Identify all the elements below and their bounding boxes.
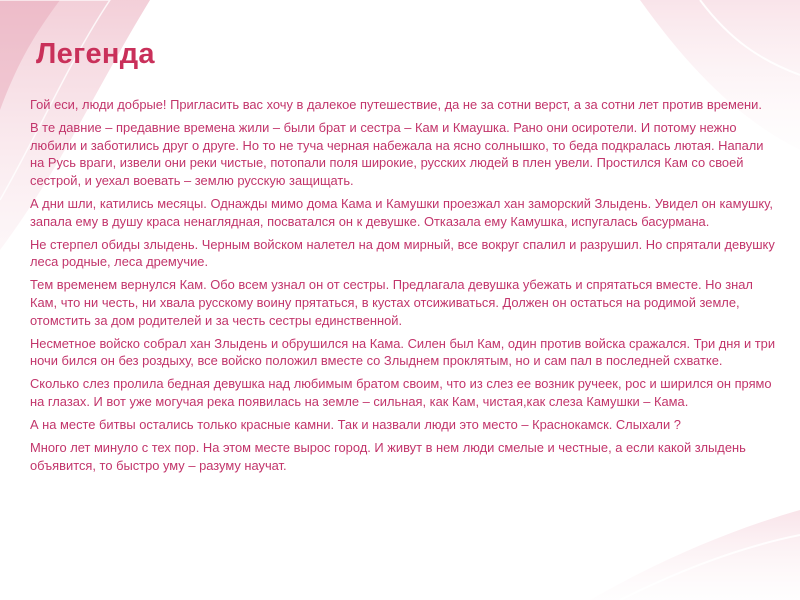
paragraph-8: А на месте битвы остались только красные камни. Так и назвали люди это место – Краснокамск. Слыхали ? xyxy=(30,417,681,432)
legend-text xyxy=(30,96,778,480)
paragraph-9: Много лет минуло с тех пор. На этом месте вырос город. И живут в нем люди смелые и честные, а если какой злыдень объявится, то быстро уму – разуму научат. xyxy=(30,440,746,473)
paragraph-1: Гой еси, люди добрые! Пригласить вас хочу в далекое путешествие, да не за сотни верст, а за сотни лет против времени. xyxy=(30,97,762,112)
slide-title: Легенда xyxy=(36,38,155,70)
bottom-right-curves xyxy=(590,510,800,600)
paragraph-3: А дни шли, катились месяцы. Однажды мимо дома Кама и Камушки проезжал хан заморский Злыдень. Увидел он камушку, запала ему в душу краса ненаглядная, посватался он к девушке. Отказала ему Камушка, испугалась басурмана. xyxy=(30,195,773,229)
paragraph-4: Не стерпел обиды злыдень. Черным войском налетел на дом мирный, все вокруг спалил и разрушил. Но спрятали девушку леса родные, леса дремучие. xyxy=(30,236,775,270)
paragraph-5: Тем временем вернулся Кам. Обо всем узнал он от сестры. Предлагала девушка убежать и спрятаться вместе. Но знал Кам, что ни честь, ни хвала русскому воину прятаться, в кустах отсиживаться. Должен он остаться на родимой земле, отомстить за дом родителей и за честь сестры единственной. xyxy=(30,277,753,328)
paragraph-7: Сколько слез пролила бедная девушка над любимым братом своим, что из слез ее возник ручеек, рос и ширился он прямо на глазах. И вот уже могучая река появилась на земле – сильная, как Кам, чистая,как слеза Камушки – Кама. xyxy=(30,376,772,409)
paragraph-2: В те давние – предавние времена жили – были брат и сестра – Кам и Кмаушка. Рано они осиротели. И потому нежно любили и заботились друг о друге. Но то не туча черная набежала на ясно солнышко, то беда подкралась лютая. Напали на Русь враги, извели они реки чистые, потопали поля широкие, русских людей в плен увели. Простился Кам со своей сестрой, и уехал воевать – землю русскую защищать. xyxy=(30,120,764,188)
paragraph-6: Несметное войско собрал хан Злыдень и обрушился на Кама. Силен был Кам, один против войска сражался. Три дня и три ночи бился он без роздыху, все войско положил вместе со Злыднем проклятым, но и сам пал в последней схватке. xyxy=(30,335,776,369)
